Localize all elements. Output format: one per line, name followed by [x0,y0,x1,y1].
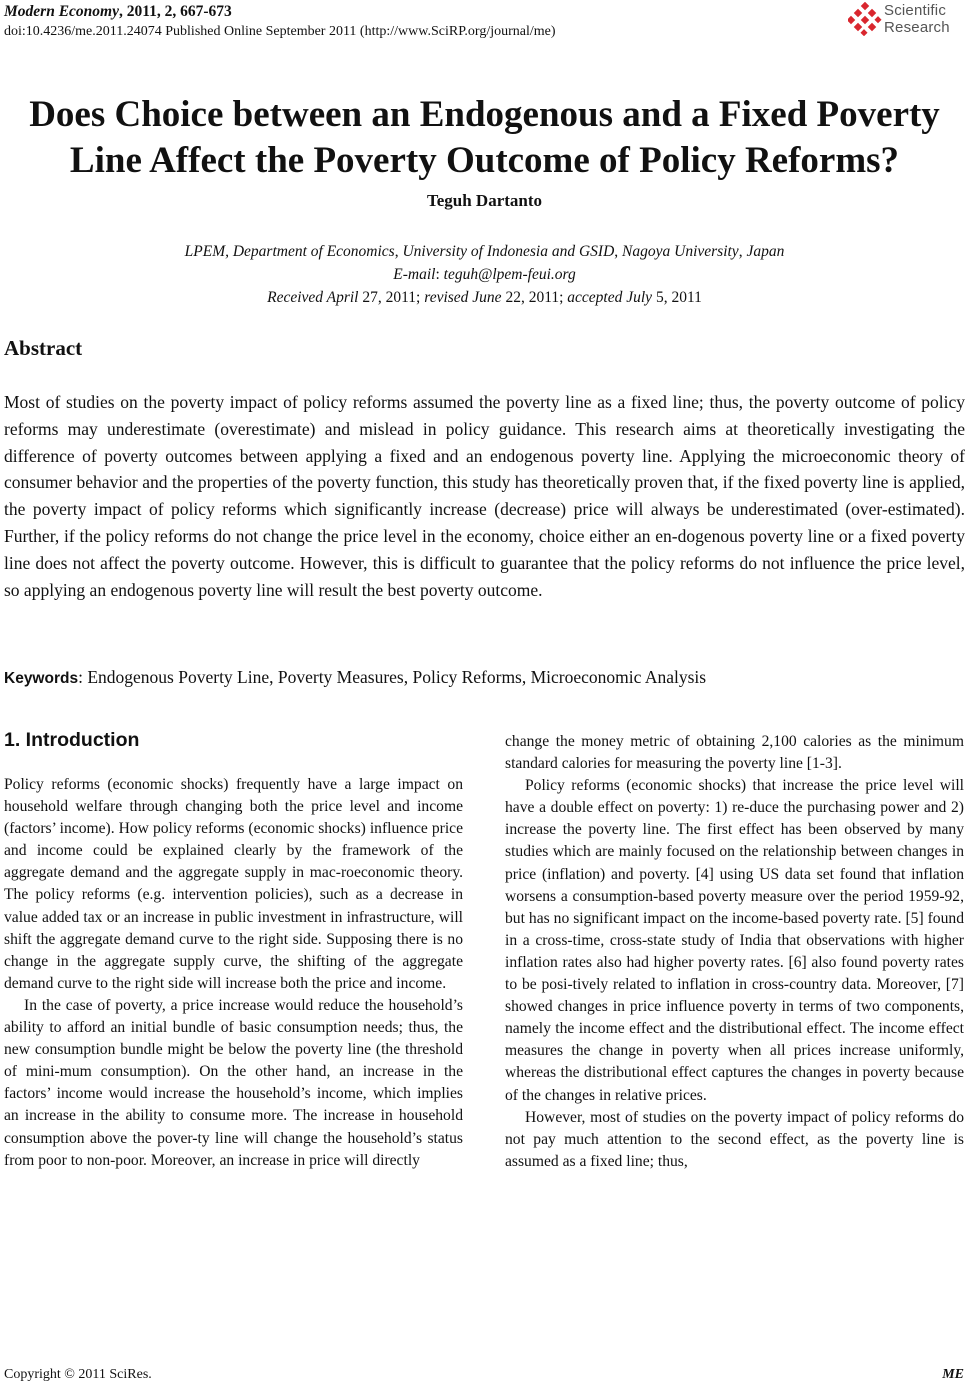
journal-name: Modern Economy [4,3,119,20]
keywords-text: Endogenous Poverty Line, Poverty Measures, Policy Reforms, Microeconomic Analysis [87,667,707,687]
affiliation-part-2: University of Indonesia and GSID [402,243,615,260]
email-address[interactable]: teguh@lpem-feui.org [443,266,576,283]
accepted-date: 5, 2011 [652,289,702,306]
publisher-logo-icon [848,2,882,36]
affiliation-sep-3: , [738,243,747,260]
right-paragraph-1: change the money metric of obtaining 2,100 calories as the minimum standard calories for measuring the poverty line [1-3]. [505,733,964,773]
left-paragraph-1: Policy reforms (economic shocks) frequently have a large impact on household welfare through changing both the price level and income (factors’ income). How policy reforms (economic shocks) influence price and income could be explained clearly by the framework of the aggregate demand and the aggregate supply in mac-roeconomic theory. The policy reforms (e.g. intervention policies), such as a decrease in value added tax or an increase in public investment in infrastructure, will shift the aggregate demand curve to the right side. Supposing there is no change in the aggregate supply curve, the shifting of the aggregate demand curve to the right side will increase both the price and income. [4,776,463,992]
section-heading: 1. Introduction [4,729,140,751]
right-paragraph-3: However, most of studies on the poverty impact of policy reforms do not pay much attention to the second effect, as the poverty line is assumed as a fixed line; thus, [505,1108,964,1170]
journal-header [4,2,556,42]
keywords-line [4,667,706,688]
abstract-heading: Abstract [4,336,83,360]
email-line [0,264,969,286]
logo-text-line1: Scientific [884,2,947,19]
doi-line: doi:10.4236/me.2011.24074 Published Online September 2011 (http://www.SciRP.org/journal/me) [4,24,556,39]
page-footer [4,1367,964,1383]
left-column [4,728,463,1172]
publisher-logo [848,2,950,36]
title-line-1: Does Choice between an Endogenous and a Fixed Poverty [29,94,940,135]
affiliation-sep-1: , [394,243,403,260]
title-line-2: Line Affect the Poverty Outcome of Policy Reforms? [69,140,900,181]
journal-abbrev: ME [942,1367,964,1382]
author-name: Teguh Dartanto [426,191,543,210]
revised-label: revised June [424,289,502,306]
journal-volume: , 2011, 2, 667-673 [118,3,232,20]
dates-line [0,287,969,309]
accepted-label: accepted July [567,289,653,306]
keywords-label: Keywords [4,670,79,687]
keywords-sep: : [78,667,88,687]
affiliation-part-4: Japan [746,243,785,260]
affiliation-part-1: LPEM, Department of Economics [184,243,395,260]
received-date: 27, 2011; [358,289,425,306]
affiliation-sep-2: , [614,243,623,260]
right-paragraph-2: Policy reforms (economic shocks) that increase the price level will have a double effect on poverty: 1) re-duce the purchasing power and 2) increase the poverty line. The first effect has been observed by many studies which are mainly focused on the relationship between changes in price (inflation) and poverty. [4] using US data set found that inflation worsens a consumption-based poverty measure over the period 1959-92, but has no significant impact on the income-based poverty rate. [5] found in a cross-time, cross-state study of India that observations with higher inflation rates also had higher poverty rates. [6] also found poverty rates to be posi-tively related to inflation in cross-country data. Moreover, [7] showed changes in price influence poverty in terms of two components, namely the income effect and the distributional effect. The income effect measures the change in poverty when all prices increase uniformly, whereas the distributional effect captures the changes in poverty because of the changes in relative prices. [505,777,964,1104]
received-label: Received April [267,289,359,306]
paper-title [0,92,969,184]
affiliation [0,241,969,263]
email-sep: : [435,266,444,283]
copyright-text: Copyright © 2011 SciRes. [4,1367,152,1382]
abstract-text: Most of studies on the poverty impact of policy reforms assumed the poverty line as a fixed line; thus, the poverty outcome of policy reforms may underestimate (overestimate) and mislead in policy guidance. This research aims at theoretically investigating the difference of poverty outcomes between applying a fixed and an endogenous poverty line. Applying the microeconomic theory of consumer behavior and the properties of the poverty function, this study has theoretically proven that, if the fixed poverty line is applied, the poverty impact of policy reforms which significantly increase (decrease) price will always be underestimated (over-estimated). Further, if the policy reforms do not change the price level in the economy, choice either an en-dogenous poverty line or a fixed poverty line does not affect the poverty outcome. However, this is difficult to guarantee that the policy reforms do not influence the price level, so applying an endogenous poverty line will result the best poverty outcome. [4,392,965,600]
logo-text-line2: Research [884,19,950,36]
email-label: E-mail [393,266,436,283]
revised-date: 22, 2011; [501,289,568,306]
left-paragraph-2: In the case of poverty, a price increase would reduce the household’s ability to afford an initial bundle of basic consumption needs; thus, the new consumption bundle might be below the poverty line (the threshold of mini-mum consumption). On the other hand, an increase in the factors’ income would increase the household’s income, which implies an increase in the ability to consume more. The increase in household consumption above the pover-ty line will change the household’s status from poor to non-poor. Moreover, an increase in price will directly [4,996,463,1169]
right-column [505,731,964,1173]
affiliation-part-3: Nagoya University [622,243,739,260]
